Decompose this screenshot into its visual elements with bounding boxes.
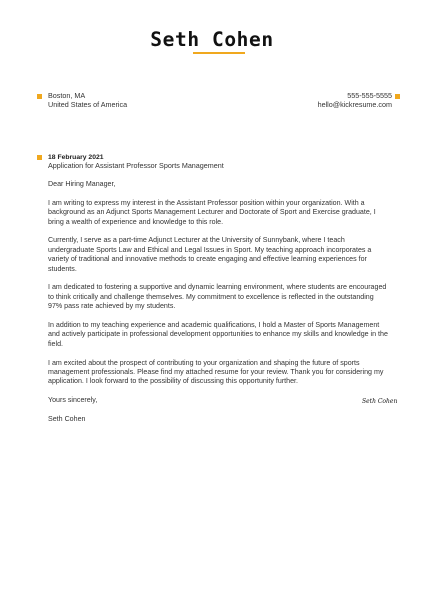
letter-paragraph: Currently, I serve as a part-time Adjunct Lecturer at the University of Sunnybank, where I teach undergraduate Sports Law and Ethical and Legal Issues in Sport. My teaching approach incorporates a variety of traditional and innovative methods to create engaging and effective learning experiences for students. (48, 236, 372, 273)
address-marker-icon (37, 94, 42, 99)
contact-country: United States of America (48, 100, 128, 109)
letter-body (48, 180, 388, 434)
letter-paragraph: I am dedicated to fostering a supportive and dynamic learning environment, where students are encouraged to think critically and challenge themselves. My commitment to excellence is reflected in the outstanding 97% pass rate achieved by my students. (48, 283, 387, 311)
date-marker-icon (37, 155, 42, 160)
letter-greeting: Dear Hiring Manager, (48, 180, 116, 188)
contact-email: hello@kickresume.com (317, 100, 392, 109)
letter-paragraph: I am writing to express my interest in the Assistant Professor position within your organization. With a background as an Adjunct Sports Management Lecturer and Doctorate of Sport and Exercise graduate, I bring a wealth of experience and knowledge to this role. (48, 198, 376, 226)
letter-paragraph: I am excited about the prospect of contributing to your organization and shaping the future of sports management professionals. Please find my attached resume for your review. Thank you for considering my application. I look forward to the possibility of discussing this opportunity further. (48, 358, 384, 386)
letter-subject: Application for Assistant Professor Sports Management (48, 161, 224, 170)
contact-phone: 555-555-5555 (347, 91, 392, 100)
letter-paragraph: In addition to my teaching experience and academic qualifications, I hold a Master of Sports Management and actively participate in professional development opportunities to enhance my skills and knowledge in the field. (48, 321, 388, 348)
letter-date: 18 February 2021 (48, 154, 104, 161)
name-underline (193, 52, 245, 54)
handwritten-signature: Seth Cohen (362, 398, 398, 405)
contact-marker-icon (395, 94, 400, 99)
contact-city: Boston, MA (48, 91, 86, 100)
applicant-name: Seth Cohen (150, 28, 274, 51)
letter-signoff-name: Seth Cohen (48, 415, 86, 424)
letter-closing: Yours sincerely, (48, 396, 98, 405)
